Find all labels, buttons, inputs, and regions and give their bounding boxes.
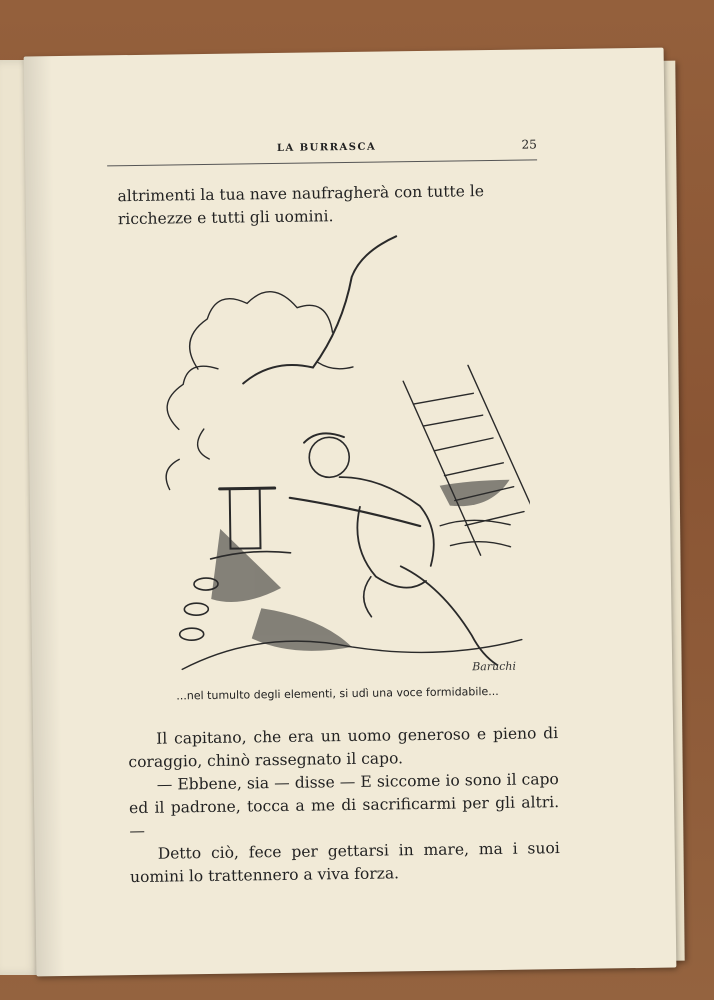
illustration-signature: Baruchi [472,659,517,674]
continued-text: altrimenti la tua nave naufragherà con tutte le ricchezze e tutti gli uomini. [117,182,485,229]
sailor-storm-illustration-icon [136,225,532,680]
body-text [128,722,560,889]
paragraph: Detto ciò, fece per gettarsi in mare, ma i suoi uomini lo trattennero a viva forza. [129,839,560,887]
running-head-title: LA BURRASCA [276,141,377,154]
running-head [107,137,537,166]
book-page [24,48,677,977]
paragraph: Il capitano, che era un uomo generoso e pieno di coraggio, chinò rassegnato il capo. [128,724,559,772]
page-number: 25 [521,137,537,152]
paragraph: — Ebbene, sia — disse — E siccome io sono il capo ed il padrone, tocca a me di sacrificarmi per gli altri. — [128,770,560,841]
illustration-caption: ...nel tumulto degli elementi, si udì una voce formidabile... [176,684,499,703]
